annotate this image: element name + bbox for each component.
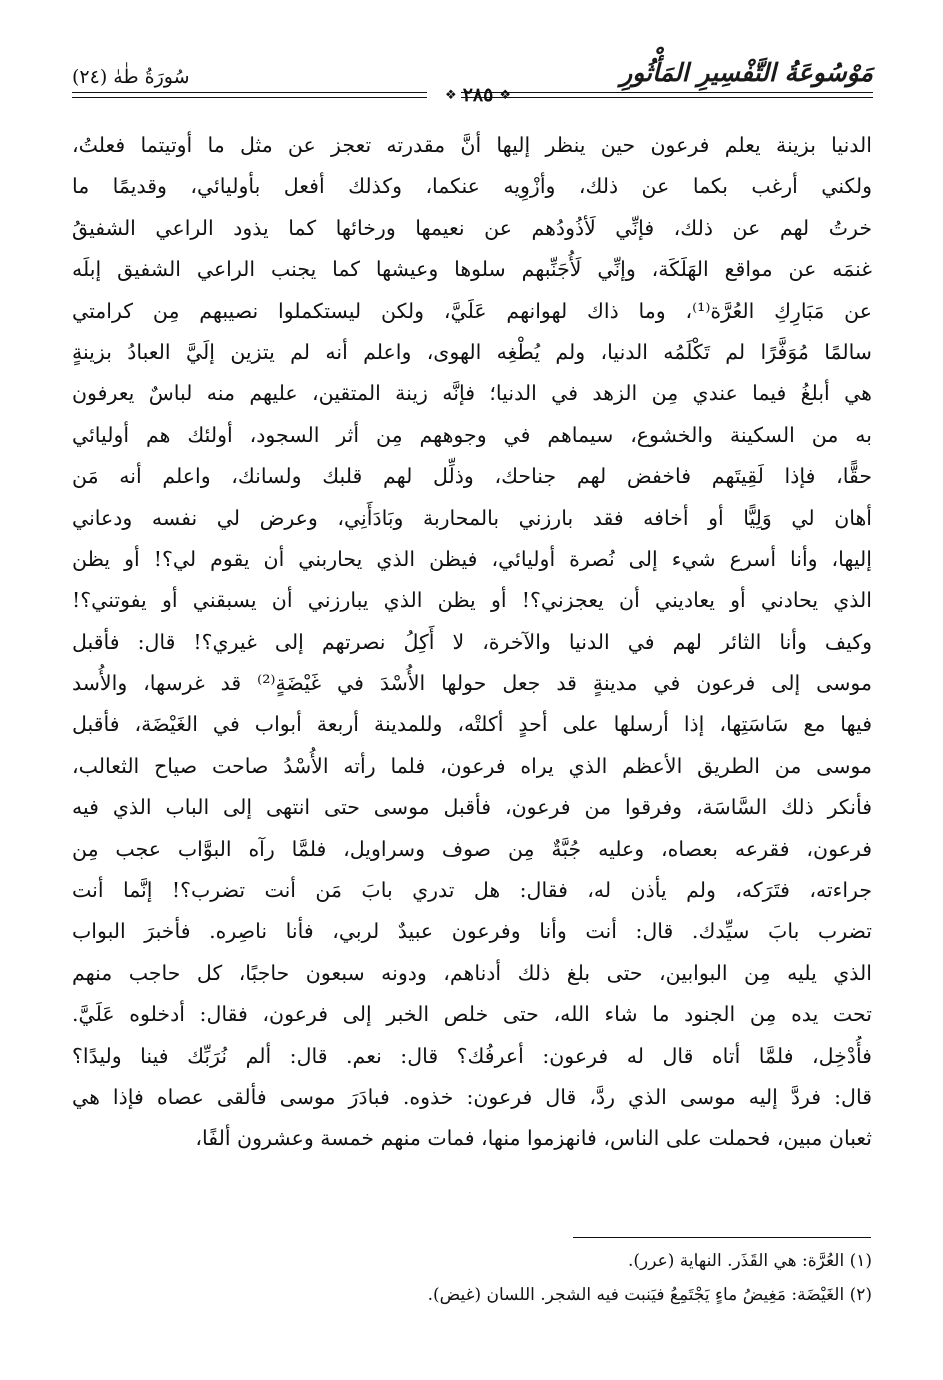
text-line: الدنيا بزينة يعلم فرعون حين ينظر إليها أنَّ مقدرته تعجز عن مثل ما أوتيتما فعلتُ، — [72, 133, 872, 157]
text-line: ولكني أرغب بكما عن ذلك، وأزْوِيه عنكما، وكذلك أفعل بأوليائي، وقديمًا ما — [72, 174, 872, 199]
text-line: وكيف وأنا الثائر لهم في الدنيا والآخرة، لا أَكِلُ نصرتهم إلى غيري؟! قال: فأقبل — [72, 629, 872, 654]
text-line: فأُدْخِل، فلمَّا أتاه قال له فرعون: أعرفُك؟ قال: نعم. قال: ألم نُرَبِّك فينا وليدًا؟ — [72, 1043, 872, 1068]
text-line: هي أبلغُ فيما عندي مِن الزهد في الدنيا؛ فإنَّه زينة المتقين، عليهم منه لباسٌ يعرفون — [72, 381, 872, 406]
text-line: فأنكر ذلك السَّاسَة، وفرقوا من فرعون، فأقبل موسى حتى انتهى إلى الباب الذي فيه — [72, 795, 872, 820]
text-line: عن مَبَارِكِ العُرَّة⁽¹⁾، وما ذاك لهوانهم عَلَيَّ، ولكن ليستكملوا نصيبهم مِن كرامتي — [72, 298, 872, 323]
footnote-2: (٢) الغَيْضَة: مَغِيضُ ماءٍ يَجْتَمِعُ فيَنبت فيه الشجر. اللسان (غيض). — [427, 1285, 872, 1305]
text-line: خرتُ لهم عن ذلك، فإنِّي لَأذُودُهم عن نعيمها ورخائها كما يذود الراعي الشفيقُ — [72, 215, 872, 240]
text-line: سالمًا مُوَفَّرًا لم تَكْلَمُه الدنيا، ولم يُطْغِه الهوى، واعلم أنه لم يتزين إلَيَّ العبادُ بزينةٍ — [72, 339, 872, 364]
text-line: حقًّا، فإذا لَقِيتَهم فاخفض لهم جناحك، وذلِّل لهم قلبك ولسانك، واعلم أنه مَن — [72, 464, 872, 489]
page-header — [72, 58, 873, 108]
text-line: جراءته، فتَرَكه، ولم يأذن له، فقال: هل تدري بابَ مَن أنت تضرب؟! إنَّما أنت — [72, 878, 872, 903]
text-line: فرعون، فقرعه بعصاه، وعليه جُبَّةٌ مِن صوف وسراويل، فلمَّا رآه البوَّاب عجب مِن — [72, 836, 872, 861]
page-number-box — [427, 84, 529, 106]
text-line: موسى من الطريق الأعظم الذي يراه فرعون، فلما رأته الأُسْدُ صاحت صياح الثعالب، — [72, 753, 872, 778]
text-line: به من السكينة والخشوع، سيماهم في وجوههم مِن أثر السجود، أولئك هم أوليائي — [72, 422, 872, 447]
footnote-1: (١) العُرَّة: هي القَذَر. النهاية (عرر). — [627, 1251, 872, 1271]
surah-label: سُورَةُ طٰهٰ (٢٤) — [72, 66, 190, 88]
text-line: تحت يده مِن الجنود ما شاء الله، حتى خلص الخبر إلى فرعون، فقال: أدخلوه عَلَيَّ. — [72, 1002, 872, 1027]
text-line: الذي يليه مِن البوابين، حتى بلغ ذلك أدناهم، ودونه سبعون حاجبًا، كل حاجب منهم — [72, 960, 872, 985]
footnote-divider — [573, 1237, 871, 1238]
text-line: فيها مع سَاسَتِها، إذا أرسلها على أحدٍ أكلتْه، وللمدينة أربعة أبواب في الغَيْضَة، فأقبل — [72, 712, 872, 737]
footnotes — [72, 1244, 872, 1312]
main-text — [72, 125, 872, 1160]
header-rule — [72, 84, 873, 106]
text-line: الذي يحادني أو يعاديني أن يعجزني؟! أو يظن الذي يبارزني أن يسبقني أو يفوتني؟! — [72, 588, 872, 613]
text-line: إليها، وأنا أسرع شيء إلى نُصرة أوليائي، فيظن الذي يحاربني أن يقوم لي؟! أو يظن — [72, 546, 872, 571]
text-line: موسى إلى فرعون في مدينةٍ قد جعل حولها الأُسْدَ في غَيْضَةٍ⁽²⁾ قد غرسها، والأُسد — [72, 671, 872, 696]
page-number: ٢٨٥ — [462, 84, 494, 106]
book-title: مَوْسُوعَةُ التَّفْسِيرِ المَأْثُورِ — [620, 58, 873, 87]
text-line: تضرب بابَ سيِّدك. قال: أنت وأنا وفرعون عبيدٌ لربي، فأنا ناصِره. فأخبرَ البواب — [72, 919, 872, 944]
ornament-icon: ❖ — [445, 87, 457, 103]
text-line: ثعبان مبين، فحملت على الناس، فانهزموا منها، فمات منهم خمسة وعشرون ألفًا، — [195, 1126, 872, 1151]
text-line: غنمَه عن مواقع الهَلَكَة، وإنِّي لَأُجَنِّبهم سلوها وعيشها كما يجنب الراعي الشفيق إبلَه — [72, 257, 872, 282]
text-line: أهان لي وَلِيًّا أو أخافه فقد بارزني بالمحاربة وبَادَأَنِي، وعرض لي نفسه ودعاني — [72, 505, 872, 530]
text-line: قال: فردَّ إليه موسى الذي ردَّ، قال فرعون: خذوه. فبادَرَ موسى فألقى عصاه فإذا هي — [72, 1084, 872, 1109]
header-rule-left — [72, 92, 427, 98]
ornament-icon: ❖ — [499, 87, 511, 103]
